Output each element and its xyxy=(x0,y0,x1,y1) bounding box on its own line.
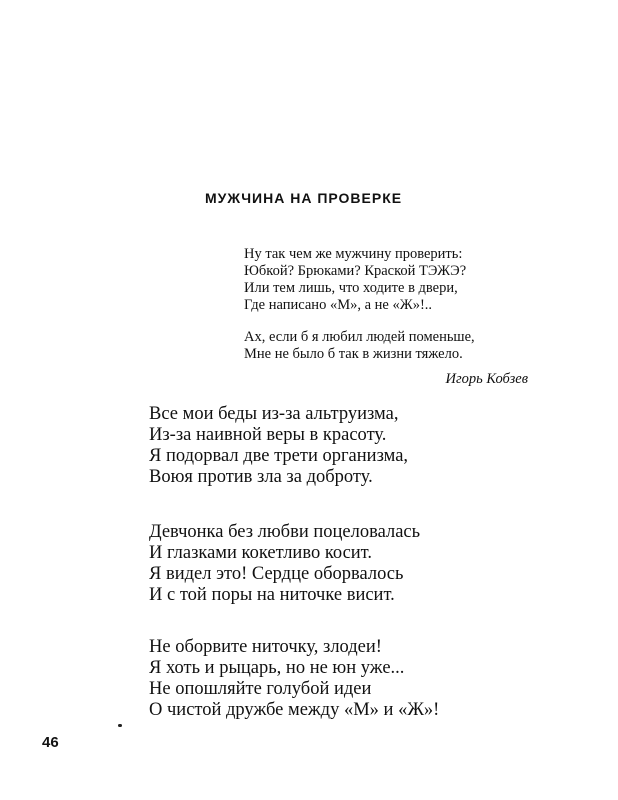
poem-stanza xyxy=(149,637,509,721)
ink-speck xyxy=(118,724,122,727)
epigraph-line: Или тем лишь, что ходите в двери, xyxy=(244,280,458,296)
poem-line: Не оборвите ниточку, злодеи! xyxy=(149,637,382,657)
poem-line: О чистой дружбе между «М» и «Ж»! xyxy=(149,700,440,720)
epigraph xyxy=(244,246,544,378)
epigraph-line: Мне не было б так в жизни тяжело. xyxy=(244,346,463,362)
epigraph-line: Где написано «М», а не «Ж»!.. xyxy=(244,297,433,313)
poem-line: И глазками кокетливо косит. xyxy=(149,543,373,563)
poem-line: Все мои беды из-за альтруизма, xyxy=(149,404,399,424)
epigraph-author: Игорь Кобзев xyxy=(445,371,528,387)
page-number: 46 xyxy=(42,734,59,751)
poem-line: Воюя против зла за доброту. xyxy=(149,467,373,487)
poem-line: Я хоть и рыцарь, но не юн уже... xyxy=(149,658,405,678)
poem-line: Я видел это! Сердце оборвалось xyxy=(149,564,404,584)
poem-line: Я подорвал две трети организма, xyxy=(149,446,409,466)
poem-line: Из-за наивной веры в красоту. xyxy=(149,425,387,445)
poem-line: И с той поры на ниточке висит. xyxy=(149,585,395,605)
epigraph-line: Ах, если б я любил людей поменьше, xyxy=(244,329,475,345)
poem-line: Девчонка без любви поцеловалась xyxy=(149,522,421,542)
poem-stanza xyxy=(149,404,509,488)
epigraph-line: Юбкой? Брюками? Краской ТЭЖЭ? xyxy=(244,263,467,279)
poem-stanza xyxy=(149,522,509,606)
epigraph-line: Ну так чем же мужчину проверить: xyxy=(244,246,463,262)
epigraph-stanza xyxy=(244,329,544,363)
page-title: МУЖЧИНА НА ПРОВЕРКЕ xyxy=(205,190,403,206)
poem-line: Не опошляйте голубой идеи xyxy=(149,679,372,699)
epigraph-stanza xyxy=(244,246,544,314)
